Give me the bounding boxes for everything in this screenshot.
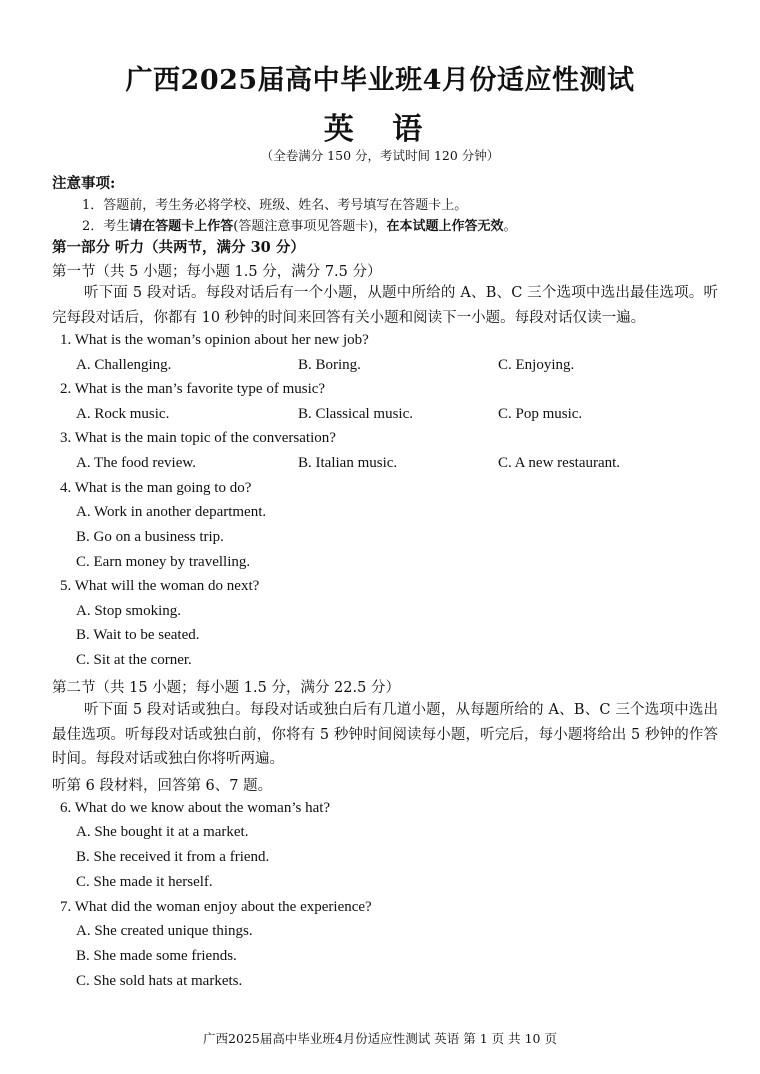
exam-meta: （全卷满分 150 分，考试时间 120 分钟） — [260, 148, 500, 163]
exam-title: 广西2025届高中毕业班4月份适应性测试 — [125, 65, 635, 96]
section1-instructions: 听下面 5 段对话。每段对话后有一个小题，从题中所给的 A、B、C 三个选项中选出最佳选项。听完每段对话后，你都有 10 秒钟的时间来回答有关小题和阅读下一小题。每段对话仅读一遍。 — [52, 285, 718, 326]
notice-heading: 注意事项: — [52, 175, 116, 192]
question-1-option-c: C. Enjoying. — [498, 357, 575, 373]
question-7-option-c: C. She sold hats at markets. — [76, 973, 243, 989]
notice-item-2-emphasis: 请在答题卡上作答 — [129, 219, 234, 234]
notice-item-1: 1．答题前，考生务必将学校、班级、姓名、考号填写在答题卡上。 — [82, 198, 468, 213]
question-7-option-a: A. She created unique things. — [76, 923, 253, 939]
notice-item-2-text: (答题注意事项见答题卡)， — [233, 219, 387, 234]
material-6-label: 听第 6 段材料，回答第 6、7 题。 — [52, 778, 273, 794]
question-1-option-b: B. Boring. — [298, 357, 361, 373]
section2-heading: 第二节（共 15 小题；每小题 1.5 分，满分 22.5 分） — [52, 680, 400, 696]
question-1-option-a: A. Challenging. — [76, 357, 172, 373]
notice-item-2-emphasis: 在本试题上作答无效 — [386, 219, 504, 234]
section2-instructions: 听下面 5 段对话或独白。每段对话或独白后有几道小题，从每题所给的 A、B、C 三个选项中选出最佳选项。听每段对话或独白前，你将有 5 秒钟时间阅读每小题，听完后，每小题将给出 5 秒钟的作答时间。每段对话或独白你将听两遍。 — [52, 702, 718, 767]
question-6-option-b: B. She received it from a friend. — [76, 849, 270, 865]
part1-heading: 第一部分 听力（共两节，满分 30 分） — [52, 239, 305, 256]
subject-title: 英 语 — [323, 112, 437, 147]
question-3-option-b: B. Italian music. — [298, 455, 398, 471]
question-5-option-b: B. Wait to be seated. — [76, 627, 200, 643]
question-7-option-b: B. She made some friends. — [76, 948, 237, 964]
question-4-option-b: B. Go on a business trip. — [76, 529, 224, 545]
question-7: 7. What did the woman enjoy about the experience? — [60, 899, 372, 915]
question-2-option-a: A. Rock music. — [76, 406, 170, 422]
question-3-option-c: C. A new restaurant. — [498, 455, 621, 471]
section1-heading: 第一节（共 5 小题；每小题 1.5 分，满分 7.5 分） — [52, 264, 382, 280]
question-5-option-a: A. Stop smoking. — [76, 603, 182, 619]
question-2-option-c: C. Pop music. — [498, 406, 583, 422]
question-4: 4. What is the man going to do? — [60, 480, 252, 496]
question-2: 2. What is the man’s favorite type of music? — [60, 381, 326, 397]
notice-item-2 — [82, 215, 516, 234]
question-6-option-c: C. She made it herself. — [76, 874, 213, 890]
notice-item-2-text: 。 — [503, 219, 517, 234]
question-6-option-a: A. She bought it at a market. — [76, 824, 249, 840]
question-4-option-a: A. Work in another department. — [76, 504, 267, 520]
question-4-option-c: C. Earn money by travelling. — [76, 554, 251, 570]
question-6: 6. What do we know about the woman’s hat? — [60, 800, 331, 816]
question-5: 5. What will the woman do next? — [60, 578, 260, 594]
question-5-option-c: C. Sit at the corner. — [76, 652, 192, 668]
question-1: 1. What is the woman’s opinion about her new job? — [60, 332, 369, 348]
page-footer: 广西2025届高中毕业班4月份适应性测试 英语 第 1 页 共 10 页 — [203, 1031, 557, 1046]
question-3-option-a: A. The food review. — [76, 455, 196, 471]
question-2-option-b: B. Classical music. — [298, 406, 413, 422]
question-3: 3. What is the main topic of the conversation? — [60, 430, 336, 446]
notice-item-2-text: 2．考生 — [82, 219, 130, 234]
